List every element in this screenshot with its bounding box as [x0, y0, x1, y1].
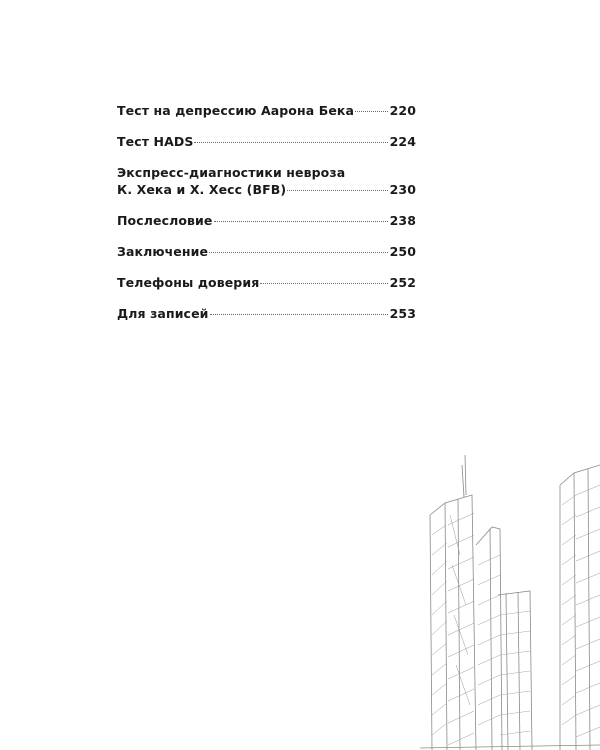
toc-entry[interactable]	[117, 243, 416, 260]
toc-leader-dots	[209, 252, 388, 253]
toc-entry-page: 253	[389, 306, 416, 321]
toc-entry-page: 230	[389, 182, 416, 197]
toc-entry-title: Послесловие	[117, 213, 213, 228]
toc-entry-title: Заключение	[117, 244, 209, 259]
toc-entry-title-line2: К. Хека и Х. Хесс (BFB)	[117, 182, 287, 197]
city-skyscrapers-sketch-icon	[410, 455, 600, 750]
toc-entry-title: Телефоны доверия	[117, 275, 260, 290]
toc-entry-title: Тест HADS	[117, 134, 194, 149]
toc-entry-page: 252	[389, 275, 416, 290]
toc-entry[interactable]	[117, 305, 416, 322]
toc-entry[interactable]	[117, 164, 416, 198]
toc-entry[interactable]	[117, 212, 416, 229]
toc-entry-title: Для записей	[117, 306, 209, 321]
toc-entry[interactable]	[117, 274, 416, 291]
toc-leader-dots	[287, 190, 387, 191]
toc-entry-page: 250	[389, 244, 416, 259]
toc-leader-dots	[260, 283, 387, 284]
toc-entry[interactable]	[117, 133, 416, 150]
toc-entry-title: Тест на депрессию Аарона Бека	[117, 103, 355, 118]
toc-leader-dots	[194, 142, 387, 143]
toc-entry-title-line1: Экспресс-диагностики невроза	[117, 165, 346, 180]
table-of-contents	[117, 102, 416, 336]
toc-entry-page: 220	[389, 103, 416, 118]
toc-leader-dots	[210, 314, 388, 315]
toc-entry-page: 238	[389, 213, 416, 228]
toc-leader-dots	[355, 111, 388, 112]
toc-entry[interactable]	[117, 102, 416, 119]
toc-entry-page: 224	[389, 134, 416, 149]
toc-leader-dots	[214, 221, 388, 222]
